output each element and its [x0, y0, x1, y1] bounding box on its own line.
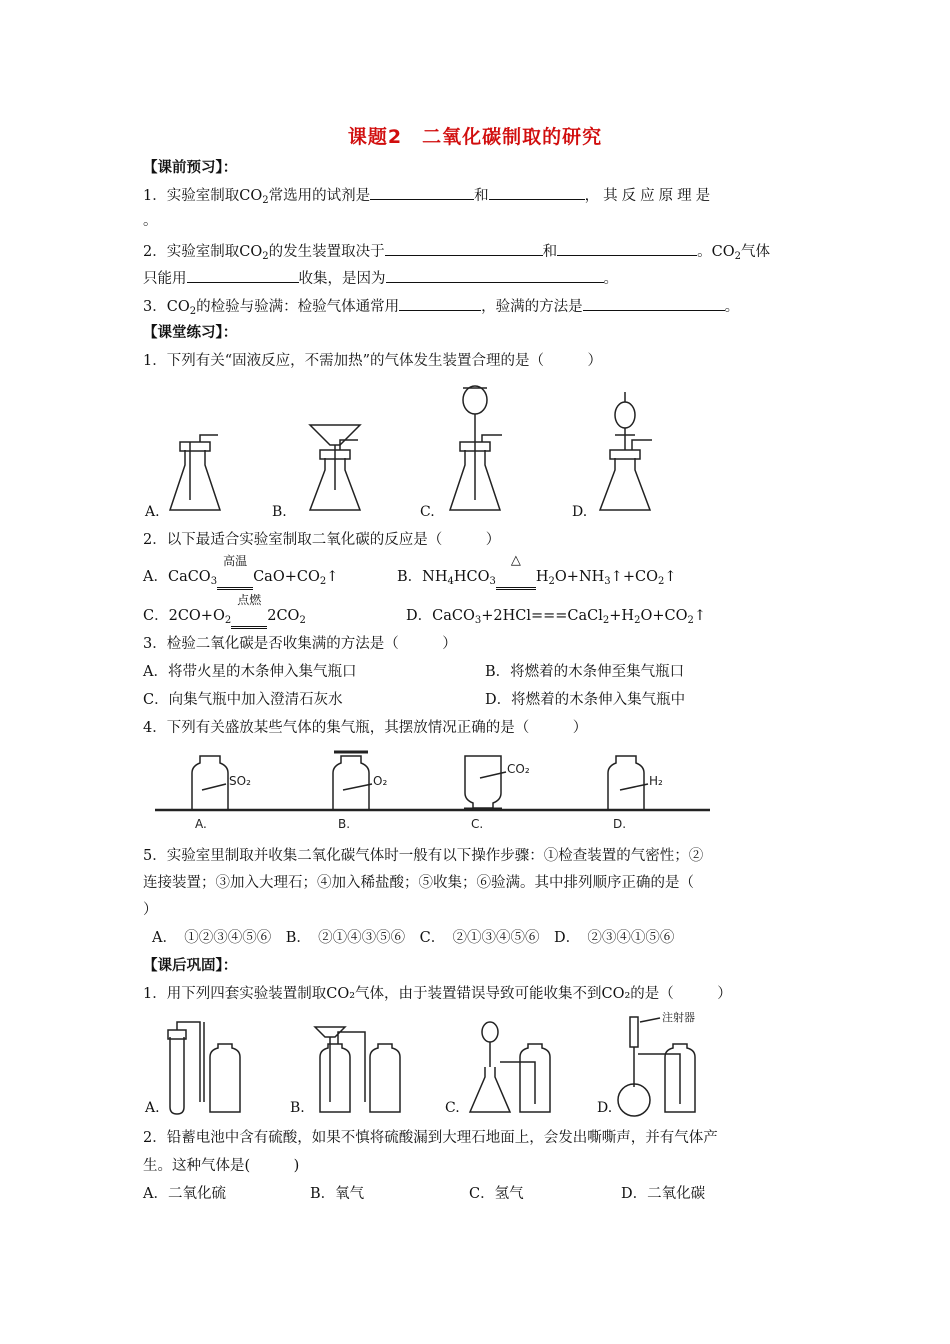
q2-option-a: A．CaCO$_3$ 高温 $CaO+CO_2↑$ — [143, 567, 338, 592]
syringe-label: 注射器 — [662, 1011, 695, 1024]
answer-blank[interactable] — [370, 185, 474, 200]
q3-option-b: B．将燃着的木条伸至集气瓶口 — [485, 664, 685, 680]
classroom-q2: 2．以下最适合实验室制取二氧化碳的反应是（ ） — [143, 532, 501, 548]
preview-q3: 3．$CO_2$的检验与验满：检验气体通常用 ，验满的方法是 。 — [143, 296, 739, 322]
classroom-q5-line3: ） — [143, 902, 158, 918]
option-label: B. — [338, 817, 351, 831]
q2-option-d: D．$CaCO_3+2HCl===CaCl_2+H_2O+CO_2↑$ — [406, 608, 707, 626]
classroom-q4: 4．下列有关盛放某些气体的集气瓶，其摆放情况正确的是（ ） — [143, 720, 588, 736]
page-title: 课题2 二氧化碳制取的研究 — [347, 126, 603, 148]
option-label: D. — [613, 817, 627, 831]
answer-blank[interactable] — [385, 241, 543, 256]
preview-q2: 2．实验室制取$CO_2$的发生装置取决于 和 。$CO_2$气体 — [143, 241, 770, 267]
option-label: C. — [420, 504, 435, 520]
option-label: D. — [572, 504, 588, 520]
option-label: C. — [445, 1100, 460, 1116]
preview-q1-end: 。 — [143, 213, 158, 229]
gas-label: H₂ — [649, 774, 663, 788]
answer-blank[interactable] — [386, 268, 604, 283]
gas-label: O₂ — [373, 774, 388, 788]
answer-blank[interactable] — [583, 296, 725, 311]
answer-blank[interactable] — [489, 185, 585, 200]
after-q1: 1．用下列四套实验装置制取CO₂气体，由于装置错误导致可能收集不到CO₂的是（ ） — [143, 986, 732, 1002]
classroom-q1: 1．下列有关“固液反应，不需加热”的气体发生装置合理的是（ ） — [143, 353, 603, 369]
q2-option-b: B．$NH_4HCO_3$ △ $H_2O+NH_3↑+CO_2↑$ — [397, 567, 676, 592]
answer-blank[interactable] — [557, 241, 697, 256]
answer-blank[interactable] — [399, 296, 481, 311]
classroom-q5-line2: 连接装置；③加入大理石；④加入稀盐酸；⑤收集；⑥验满。其中排列顺序正确的是（ — [143, 875, 694, 891]
q3-option-c: C．向集气瓶中加入澄清石灰水 — [143, 692, 343, 708]
q3-option-a: A．将带火星的木条伸入集气瓶口 — [143, 664, 357, 680]
option-label: C. — [471, 817, 484, 831]
after-q2-option-b: B．氧气 — [310, 1186, 365, 1202]
gas-label: CO₂ — [507, 762, 530, 776]
option-label: A. — [145, 504, 160, 520]
gas-label: SO₂ — [229, 774, 251, 788]
preview-q2-cont: 只能用 收集，是因为 。 — [143, 268, 618, 289]
option-label: D. — [597, 1100, 613, 1116]
apparatus-figure-q1 — [160, 380, 680, 520]
section-after: 【课后巩固】： — [143, 958, 238, 974]
after-q2-option-a: A．二氧化硫 — [143, 1186, 226, 1202]
after-q2-option-c: C．氢气 — [469, 1186, 524, 1202]
preview-q1: 1．实验室制取$CO_2$常选用的试剂是 和 ，其反应原理是 — [143, 185, 714, 211]
answer-blank[interactable] — [187, 268, 299, 283]
q3-option-d: D．将燃着的木条伸入集气瓶中 — [485, 692, 686, 708]
section-preview: 【课前预习】： — [143, 160, 238, 176]
classroom-q5-options: A． ①②③④⑤⑥ B． ②①④③⑤⑥ C． ②①③④⑤⑥ D． ②③④①⑤⑥ — [152, 930, 675, 946]
option-label: A. — [145, 1100, 160, 1116]
option-label: B. — [272, 504, 287, 520]
q2-option-c: C．$2CO+O_2$ 点燃 $2CO_2$ — [143, 606, 306, 631]
after-q2-line2: 生。这种气体是( ) — [143, 1158, 300, 1174]
classroom-q5-line1: 5．实验室里制取并收集二氧化碳气体时一般有以下操作步骤：①检查装置的气密性；② — [143, 848, 704, 864]
after-q2-option-d: D．二氧化碳 — [621, 1186, 706, 1202]
classroom-q3: 3．检验二氧化碳是否收集满的方法是（ ） — [143, 636, 457, 652]
section-classroom: 【课堂练习】： — [143, 325, 238, 341]
option-label: B. — [290, 1100, 305, 1116]
gas-jar-figure — [150, 748, 710, 838]
option-label: A. — [195, 817, 207, 831]
after-q2-line1: 2．铅蓄电池中含有硫酸，如果不慎将硫酸漏到大理石地面上，会发出嘶嘶声，并有气体产 — [143, 1130, 718, 1146]
